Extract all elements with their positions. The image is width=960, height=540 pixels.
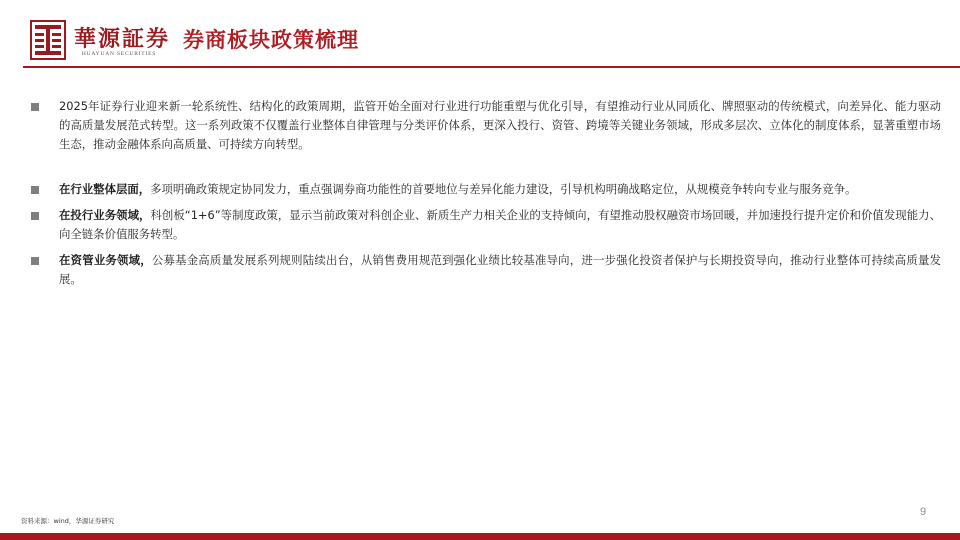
brand-name: 華源証券 [74, 26, 171, 52]
bullet-item-overview [31, 97, 941, 154]
square-bullet-icon [31, 257, 39, 265]
header-divider [23, 66, 960, 68]
source-note: 资料来源：wind，华源证券研究 [21, 517, 115, 525]
bullet-text: 多项明确政策规定协同发力，重点强调券商功能性的首要地位与差异化能力建设，引导机构明确战略定位，从规模竞争转向专业与服务竞争。 [150, 182, 857, 196]
bullet-item-asset-management [31, 251, 941, 289]
square-bullet-icon [31, 103, 39, 111]
page-title: 券商板块政策梳理 [183, 27, 359, 52]
bullet-text: 公募基金高质量发展系列规则陆续出台，从销售费用规范到强化业绩比较基准导向，进一步强化投资者保护与长期投资导向，推动行业整体可持续高质量发展。 [59, 253, 941, 286]
huayuan-seal-logo-icon [30, 20, 66, 60]
bullet-text: 2025年证券行业迎来新一轮系统性、结构化的政策周期，监管开始全面对行业进行功能重塑与优化引导，有望推动行业从同质化、牌照驱动的传统模式，向差异化、能力驱动的高质量发展范式转型。这一系列政策不仅覆盖行业整体自律管理与分类评价体系，更深入投行、资管、跨境等关键业务领域，形成多层次、立体化的制度体系，显著重塑市场生态，推动金融体系向高质量、可持续方向转型。 [59, 99, 941, 151]
slide-header [0, 0, 960, 74]
footer-bar [0, 533, 960, 540]
bullet-lead: 在资管业务领域， [59, 253, 152, 267]
bullet-item-industry [31, 180, 941, 199]
brand-subtitle: HUAYUAN SECURITIES [81, 51, 157, 57]
square-bullet-icon [31, 212, 39, 220]
square-bullet-icon [31, 186, 39, 194]
bullet-item-investment-banking [31, 206, 941, 244]
bullet-lead: 在行业整体层面， [59, 182, 151, 196]
bullet-list [31, 97, 941, 289]
bullet-text: 科创板“1+6”等制度政策，显示当前政策对科创企业、新质生产力相关企业的支持倾向，有望推动股权融资市场回暖，并加速投行提升定价和价值发现能力、向全链条价值服务转型。 [59, 208, 941, 241]
bullet-lead: 在投行业务领域， [59, 208, 151, 222]
page-number: 9 [919, 506, 927, 518]
